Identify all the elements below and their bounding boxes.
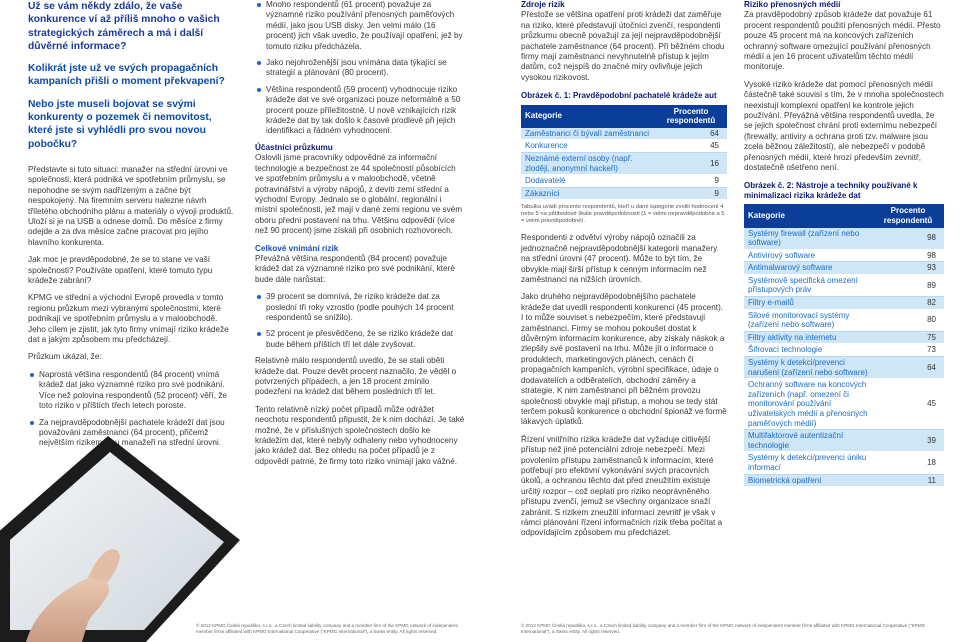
paragraph-low-count: Tento relativně nízký počet případů může odrážet neochotu respondentů připustit, že k nim dochází. Je také možné, že v příslušných společnostech došlo ke krádežím dat, které nebyly odhaleny nebo vyhodnoceny jako krádež dat. Bez ohledu na počet případů je z odpovědí patrné, že firmy toto riziko vnímají jako vážné. bbox=[255, 404, 465, 466]
column-4 bbox=[744, 0, 944, 487]
table-cell-category: Ochranný software na koncových zařízeních (např. omezení či monitorování používání uživatelských médií a přenosných paměťových médií) bbox=[744, 379, 872, 430]
table-cell-value: 11 bbox=[872, 474, 944, 487]
table-cell-value: 18 bbox=[872, 452, 944, 474]
table-row bbox=[744, 309, 944, 331]
tablet-hand-illustration bbox=[0, 418, 244, 642]
paragraph-beverage: Respondenti z odvětví výroby nápojů označili za jednoznačně nejpravděpodobnější kategorii manažery na střední úrovni (47 procent). Může to být tím, že obvykle mají širší přístup k cenným informacím než zaměstnanci na nižších úrovních. bbox=[521, 233, 718, 285]
paragraph-question: Jak moc je pravděpodobné, že se to stane ve vaší společnosti? Používáte opatření, které tomuto typu krádeže zabrání? bbox=[28, 255, 213, 286]
lead-intro: Už se vám někdy zdálo, že vaše konkurence ví až příliš mnoho o vašich strategických záměrech a má i další důvěrné informace? bbox=[28, 1, 220, 52]
table-row bbox=[744, 262, 944, 275]
table-row bbox=[744, 228, 944, 250]
heading-overall-perception: Celkové vnímání rizik bbox=[255, 243, 339, 253]
paragraph-high-risk: Vysoké riziko krádeže dat pomocí přenosných médií částečně také souvisí s tím, že v mnoha společnostech neexistují komplexní opatření ke kontrole jejich používání. Převážná většina respondentů uvedla, že se jejich společnost chrání proti externímu nebezpečí (firewally, antiviry a ochrana proti tzv. malware jsou zcela běžnou záležitostí), ale nebezpečí v podobě přenosných médií, které hrozí především zevnitř, dostatečně ošetřeno není. bbox=[744, 79, 944, 173]
paragraph-overall-perception: Převážná většina respondentů (84 procent) považuje krádež dat za významné riziko pro své podnikání, které bude dále narůstat: bbox=[255, 253, 455, 284]
list-item: Mnoho respondentů (61 procent) považuje za významné riziko používání přenosných paměťových médií, jako jsou USB disky. Jen velmi málo (16 procent) jich však uvedlo, že používají opatření, jež by tomuto riziku předcházela. bbox=[255, 0, 465, 52]
lead-question-campaign: Kolikrát jste už ve svých propagačních kampaních přišli o moment překvapení? bbox=[28, 63, 225, 88]
table-perpetrators bbox=[521, 105, 727, 201]
paragraph-kpmg: KPMG ve střední a východní Evropě provedla v tomto regionu průzkum mezi vybranými společnostmi, které podnikají ve spotřebním průmyslu a v maloobchodě. Jeho cílem je zjistit, jak tyto firmy vnímají riziko krádeže dat a jakým způsobem mu předcházejí. bbox=[28, 293, 229, 345]
table-row bbox=[744, 344, 944, 357]
list-item: Za nejpravděpodobnější pachatele krádeží dat jsou považováni zaměstnanci (64 procent), přičemž největším rizikem jsou manažeři na střední úrovni. bbox=[28, 418, 234, 449]
table-cell-category: Filtry aktivity na internetu bbox=[744, 331, 872, 344]
table-row bbox=[521, 153, 727, 175]
table-row bbox=[744, 452, 944, 474]
table-row bbox=[744, 331, 944, 344]
table-tools bbox=[744, 204, 944, 487]
table-cell-category: Zaměstnanci či bývalí zaměstnanci bbox=[521, 128, 655, 140]
table-cell-value: 73 bbox=[872, 344, 944, 357]
table-cell-category: Konkurence bbox=[521, 140, 655, 153]
table-cell-category: Systémy k detekci/prevenci úniku informací bbox=[744, 452, 872, 474]
list-item: Většina respondentů (59 procent) vyhodnocuje riziko krádeže dat ve své organizaci pouze neformálně a 50 procent pouze příležitostně. U nově vznikajících rizik krádeže dat by tak došlo k časové prodlevě při jejich identifikaci a řádném vyhodnocení. bbox=[255, 85, 465, 137]
table-cell-value: 64 bbox=[872, 357, 944, 379]
table-cell-value: 9 bbox=[655, 175, 727, 188]
table-header-category: Kategorie bbox=[521, 105, 655, 128]
table-cell-value: 93 bbox=[872, 262, 944, 275]
table-cell-category: Antivirový software bbox=[744, 249, 872, 262]
table-1-note: Tabulka uvádí procento respondentů, kteří u dané kategorie zvolili hodnocení 4 nebo 5 na pětibodové škále pravděpodobnosti (1 = velmi nepravděpodobné a 5 = velmi pravděpodobné). bbox=[521, 204, 725, 225]
table-cell-value: 80 bbox=[872, 309, 944, 331]
paragraph-portable-media: Za pravděpodobný způsob krádeže dat považuje 61 procent respondentů použití přenosných médií. Přesto pouze 45 procent má na koncových zařízeních ochranný software omezující používání přenosných médií a jen 16 procent uživatelům těchto médií monitoruje. bbox=[744, 10, 941, 72]
table-cell-value: 45 bbox=[872, 379, 944, 430]
table-header-percent: Procento respondentů bbox=[655, 105, 727, 128]
table-cell-value: 45 bbox=[655, 140, 727, 153]
table-row bbox=[744, 430, 944, 452]
paragraph-risk-sources: Přestože se většina opatření proti krádeži dat zaměřuje na riziko, které představují útočníci zvenčí, respondenti průzkumu obecně považují za její nejpravděpodobnější pachatele zaměstnance (64 procent). Při běžném chodu firmy mají zaměstnanci nevyhnutelně přístup k jejím datům, což nejspíš do značné míry ovlivňuje jejich vysokou rizikovost. bbox=[521, 10, 725, 82]
list-item: Naprostá většina respondentů (84 procent) vnímá krádež dat jako významné riziko pro své podnikání. Více než polovina respondentů (52 procent) věří, že toto riziko v příštích třech letech poroste. bbox=[28, 370, 234, 412]
column-3 bbox=[521, 0, 727, 546]
paragraph-survey-showed: Průzkum ukázal, že: bbox=[28, 352, 102, 362]
table-cell-category: Systémově specifická omezení přístupových práv bbox=[744, 274, 872, 296]
table-cell-category: Šifrovací technologie bbox=[744, 344, 872, 357]
table-row bbox=[521, 140, 727, 153]
paragraph-relatively-few: Relativně málo respondentů uvedlo, že se stali oběti krádeže dat. Pouze devět procent naznačilo, že věděl o potvrzených případech, a jen 18 procent zmínilo podezření na krádež dat během posledních tří let. bbox=[255, 356, 457, 397]
table-row bbox=[521, 128, 727, 140]
table-cell-value: 75 bbox=[872, 331, 944, 344]
paragraph-internal-risk: Řízení vnitřního rizika krádeže dat vyžaduje citlivější přístup než jiné potenciální zdroje nebezpečí. Mezi povolením přístupu zaměstnanců k informacím, které potřebují pro efektivní vykonávání svých pracovních úkolů, a ochranou těchto dat před zneužitím existuje určitý rozpor – což neplatí pro riziko neoprávněného přístupu zvenčí, jemuž se všechny organizace snaží zabránit. S rizikem zneužití informací zevnitř je však v rámci plánování řízení informačních rizik třeba počítat a odpovídajícím způsobem mu předcházet. bbox=[521, 434, 723, 538]
table-row bbox=[744, 249, 944, 262]
table-cell-value: 89 bbox=[872, 274, 944, 296]
heading-participants: Účastníci průzkumu bbox=[255, 142, 333, 152]
table-cell-category: Biometrická opatření bbox=[744, 474, 872, 487]
table-cell-category: Filtry e-mailů bbox=[744, 297, 872, 310]
footer-copyright-left: © 2012 KPMG Česká republika, s.r.o., a Czech limited liability company and a member firm of the KPMG network of independent member firms affiliated with KPMG International Cooperative ("KPMG International"), a Swiss entity. All rights reserved. bbox=[196, 623, 458, 634]
table-cell-category: Silové monitorovací systémy (zařízení nebo software) bbox=[744, 309, 872, 331]
paragraph-scenario: Představte si tuto situaci: manažer na střední úrovni ve společnosti, která podniká ve spotřebním průmyslu, se nepohodne se svým nadřízeným a začne být nespokojený. Na firemním serveru nalezne návrh tříletého obchodního plánu a materiály o vývoji produktů. Uloží si je na USB a odnese domů. Do měsíce z firmy odejde a za dva měsíce začne pracovat pro jejího hlavního konkurenta. bbox=[28, 164, 234, 247]
table-cell-category: Antimalwarový software bbox=[744, 262, 872, 275]
table-cell-value: 98 bbox=[872, 249, 944, 262]
table-cell-value: 82 bbox=[872, 297, 944, 310]
table-2-title: Obrázek č. 2: Nástroje a techniky používané k minimalizaci rizika krádeže dat bbox=[744, 180, 918, 200]
table-row bbox=[744, 474, 944, 487]
bullet-list-trend bbox=[255, 292, 465, 350]
table-cell-value: 9 bbox=[655, 187, 727, 200]
table-cell-category: Dodavatelé bbox=[521, 175, 655, 188]
column-1 bbox=[28, 0, 234, 455]
table-cell-category: Zákazníci bbox=[521, 187, 655, 200]
list-item: 52 procent je přesvědčeno, že se riziko krádeže dat bude během příštích tří let dále zvyšovat. bbox=[255, 329, 465, 350]
heading-risk-sources: Zdroje rizik bbox=[521, 0, 565, 9]
table-header-category: Kategorie bbox=[744, 204, 872, 227]
bullet-list-risks bbox=[255, 0, 465, 137]
table-cell-category: Systémy firewall (zařízení nebo software) bbox=[744, 228, 872, 250]
table-cell-value: 64 bbox=[655, 128, 727, 140]
table-header-percent: Procento respondentů bbox=[872, 204, 944, 227]
table-cell-category: Multifaktorové autentizační technologie bbox=[744, 430, 872, 452]
list-item: 39 procent se domnívá, že riziko krádeže dat za poslední tři roky vzrostlo (podle pouhých 14 procent respondentů se snížilo). bbox=[255, 292, 465, 323]
heading-portable-media: Riziko přenosných médií bbox=[744, 0, 841, 9]
table-tools-body bbox=[744, 228, 944, 487]
table-cell-value: 98 bbox=[872, 228, 944, 250]
footer-copyright-right: © 2012 KPMG Česká republika, s.r.o., a Czech limited liability company and a member firm of the KPMG network of independent member firms affiliated with KPMG International Cooperative ("KPMG International"), a Swiss entity. All rights reserved. bbox=[521, 623, 926, 634]
table-row bbox=[744, 274, 944, 296]
table-row bbox=[744, 379, 944, 430]
table-cell-category: Systémy k detekci/prevenci narušení (zařízení nebo software) bbox=[744, 357, 872, 379]
table-1-title: Obrázek č. 1: Pravděpodobní pachatelé krádeže aut bbox=[521, 91, 717, 101]
lead-question-property: Nebo jste museli bojovat se svými konkurenty o pozemek či nemovitost, které jste si vyhlédli pro svou novou pobočku? bbox=[28, 98, 212, 150]
table-row bbox=[744, 357, 944, 379]
table-cell-category: Neznámé externí osoby (např. zloději, anonymní hackeři) bbox=[521, 153, 655, 175]
table-row bbox=[744, 297, 944, 310]
table-cell-value: 16 bbox=[655, 153, 727, 175]
paragraph-competition: Jako druhého nejpravděpodobnějšího pachatele krádeže dat uvedli respondenti konkurenci (45 procent). I to může souviset s nebezpečím, které představují zaměstnanci. Firmy se mohou pokoušet dostat k důvěrným informacím konkurence, aby získaly náskok a zlepšily své postavení na trhu. Může jít o informace o produktech, marketingových plánech, cenách či propagačních kampaních, výrobní specifikace, údaje o dodavatelích a odběratelích, obchodní záměry a strategie. K nim zaměstnanci při běžném provozu společnosti obvykle mají přístup, a mohou se tedy stát terčem pokusů konkurence o obchodní špionáž ve formě lákavých úplatků. bbox=[521, 292, 727, 427]
table-cell-value: 39 bbox=[872, 430, 944, 452]
table-row bbox=[521, 187, 727, 200]
column-2 bbox=[255, 0, 465, 474]
list-item: Jako nejohroženější jsou vnímána data týkající se strategií a plánování (80 procent). bbox=[255, 58, 465, 79]
paragraph-participants: Oslovili jsme pracovníky odpovědné za informační technologie a bezpečnost ze 44 společností působících ve spotřebním průmyslu a v maloobchodě, včetně potravinářství a výroby nápojů, z devíti zemí střední a východní Evropy. Jednalo se o globální, regionální i místní společnosti, jež mají v dané zemi regionu ve svém oboru přední postavení na trhu. Většinu odpovědí (více než 90 procent) jsme získali při osobních rozhovorech. bbox=[255, 153, 463, 236]
table-row bbox=[521, 175, 727, 188]
